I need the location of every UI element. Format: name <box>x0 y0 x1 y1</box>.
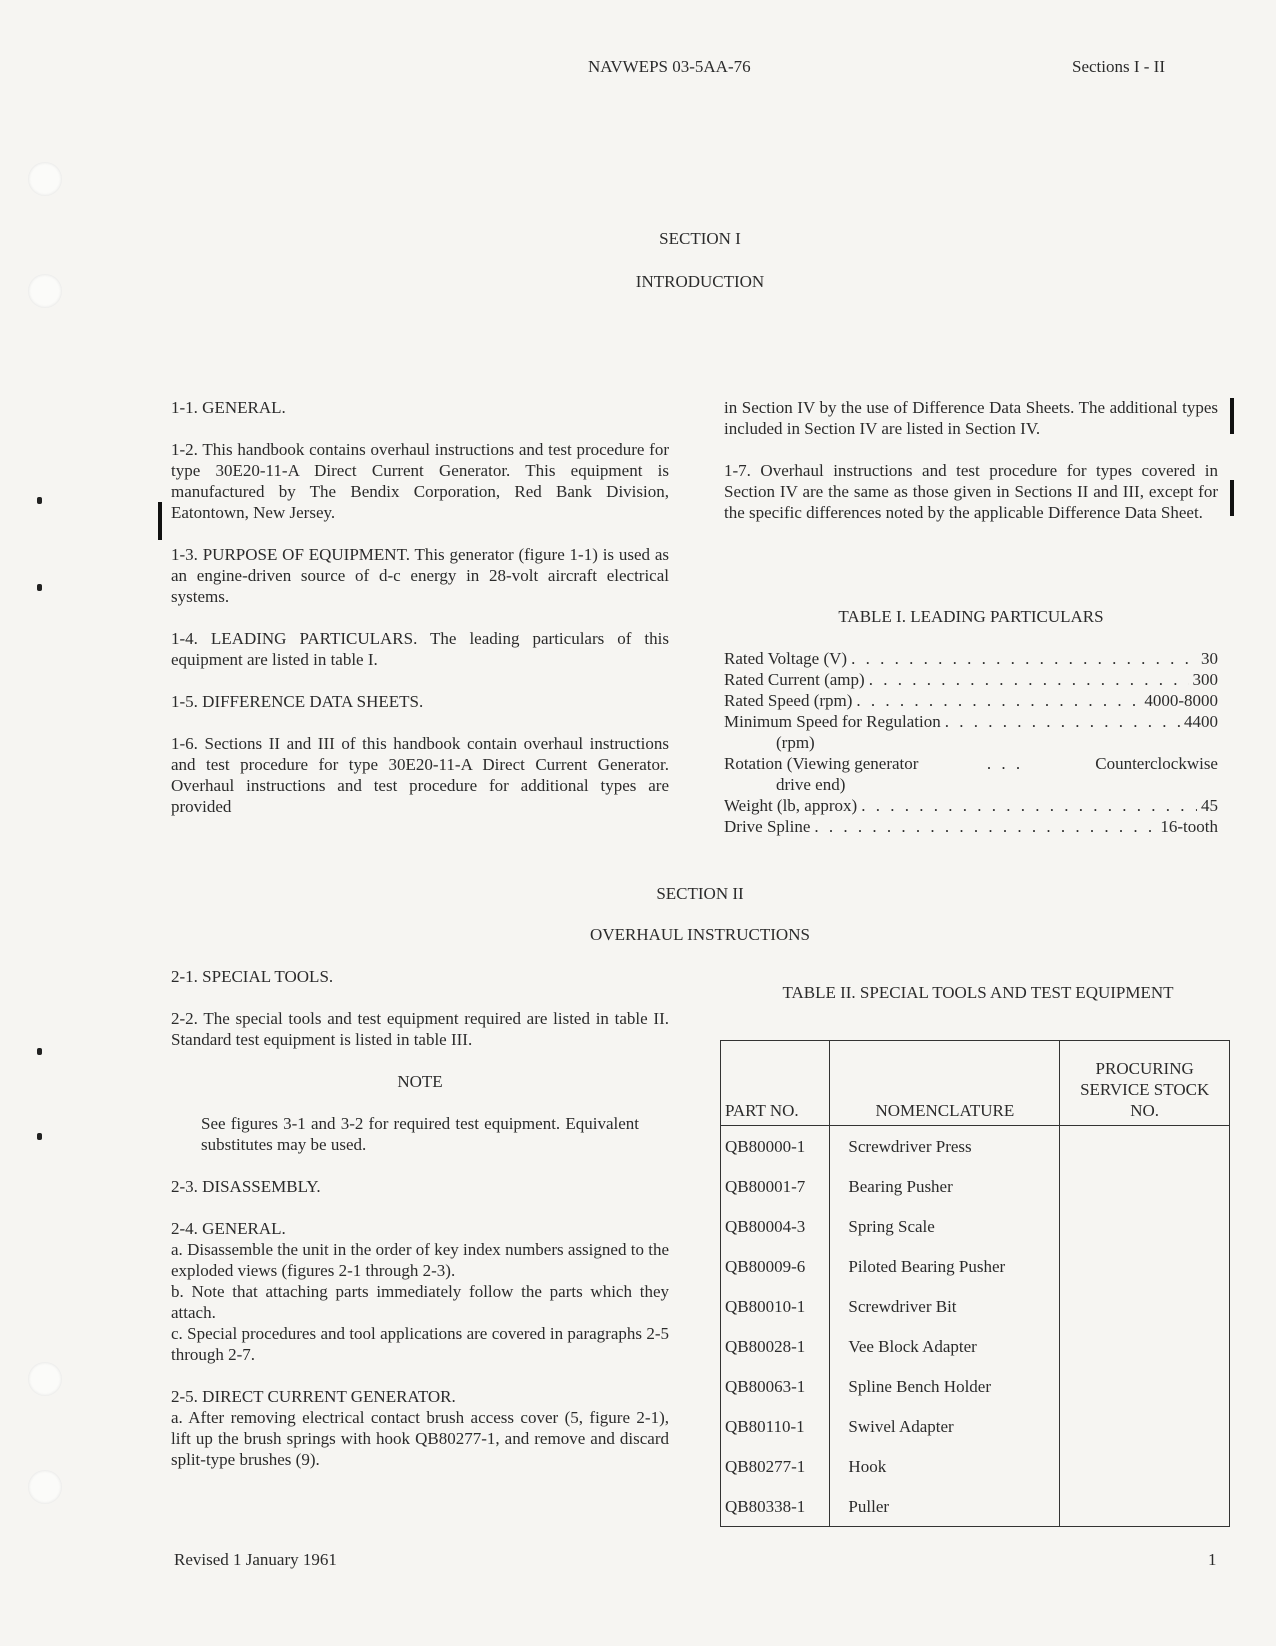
para-2-3: 2-3. DISASSEMBLY. <box>171 1177 321 1196</box>
section-2-subtitle: OVERHAUL INSTRUCTIONS <box>590 925 810 944</box>
change-bar <box>1230 398 1234 434</box>
param-value: 45 <box>1201 796 1218 815</box>
part-no-cell: QB80010-1 <box>721 1286 830 1326</box>
para-1-5: 1-5. DIFFERENCE DATA SHEETS. <box>171 692 424 711</box>
stock-no-cell <box>1060 1326 1230 1366</box>
change-bar <box>1230 480 1234 516</box>
part-no-cell: QB80001-7 <box>721 1166 830 1206</box>
stock-no-cell <box>1060 1126 1230 1167</box>
table-row <box>724 816 1218 837</box>
section-1-right-column <box>724 397 1218 544</box>
param-label: Rated Speed (rpm) <box>724 691 853 710</box>
table-row <box>721 1246 1230 1286</box>
param-label: Rated Voltage (V) <box>724 649 848 668</box>
para-1-4: 1-4. LEADING PARTICULARS. The leading particulars of this equipment are listed in table I. <box>171 629 669 669</box>
table-2-special-tools <box>720 1040 1230 1527</box>
table-row <box>721 1326 1230 1366</box>
stock-no-cell <box>1060 1286 1230 1326</box>
param-label: Rated Current (amp) <box>724 670 865 689</box>
nomenclature-cell: Puller <box>830 1486 1060 1527</box>
table-row <box>721 1366 1230 1406</box>
param-label-continued: (rpm) <box>776 733 815 752</box>
nomenclature-cell: Spring Scale <box>830 1206 1060 1246</box>
para-1-2: 1-2. This handbook contains overhaul instructions and test procedure for type 30E20-11-A Direct Current Generator. This equipment is manufactured by The Bendix Corporation, Red Bank Division, Eatontown, New Jersey. <box>171 440 669 522</box>
nomenclature-cell: Piloted Bearing Pusher <box>830 1246 1060 1286</box>
table-row <box>721 1446 1230 1486</box>
table-row <box>721 1406 1230 1446</box>
revision-date: Revised 1 January 1961 <box>174 1550 337 1569</box>
para-1-6: 1-6. Sections II and III of this handbook contain overhaul instructions and test procedure for type 30E20-11-A Direct Current Generator. Overhaul instructions and test procedure for additional types are provided <box>171 734 669 816</box>
table-row <box>721 1166 1230 1206</box>
param-value: Counterclockwise <box>1095 754 1218 773</box>
para-1-7: 1-7. Overhaul instructions and test procedure for types covered in Section IV are the same as those given in Sections II and III, except for the specific differences noted by the applicable Difference Data Sheet. <box>724 461 1218 522</box>
part-no-cell: QB80338-1 <box>721 1486 830 1527</box>
note-title: NOTE <box>397 1072 443 1091</box>
para-2-4c: c. Special procedures and tool applications are covered in paragraphs 2-5 through 2-7. <box>171 1324 669 1364</box>
page-number: 1 <box>1208 1550 1217 1569</box>
margin-mark <box>37 584 42 591</box>
part-no-cell: QB80063-1 <box>721 1366 830 1406</box>
nomenclature-cell: Spline Bench Holder <box>830 1366 1060 1406</box>
table-header-row <box>721 1041 1230 1126</box>
param-value: 16-tooth <box>1160 817 1218 836</box>
part-no-cell: QB80000-1 <box>721 1126 830 1167</box>
table-row <box>721 1286 1230 1326</box>
binder-hole <box>28 1362 62 1396</box>
param-value: 30 <box>1201 649 1218 668</box>
change-bar <box>158 502 162 540</box>
table-row <box>721 1126 1230 1167</box>
stock-no-cell <box>1060 1486 1230 1527</box>
table-row <box>721 1206 1230 1246</box>
para-1-3: 1-3. PURPOSE OF EQUIPMENT. This generator (figure 1-1) is used as an engine-driven source of d-c energy in 28-volt aircraft electrical systems. <box>171 545 669 606</box>
part-no-cell: QB80028-1 <box>721 1326 830 1366</box>
table-row <box>724 795 1218 816</box>
table-row <box>721 1486 1230 1527</box>
table-row <box>724 753 1218 774</box>
column-header-stock-no: PROCURING SERVICE STOCK NO. <box>1060 1041 1230 1126</box>
para-2-5a: a. After removing electrical contact brush access cover (5, figure 2-1), lift up the brush springs with hook QB80277-1, and remove and discard split-type brushes (9). <box>171 1408 669 1469</box>
column-header-part-no: PART NO. <box>721 1041 830 1126</box>
margin-mark <box>37 497 42 504</box>
stock-no-cell <box>1060 1206 1230 1246</box>
table-row <box>724 648 1218 669</box>
param-label: Weight (lb, approx) <box>724 796 858 815</box>
para-2-4a: a. Disassemble the unit in the order of key index numbers assigned to the exploded views (figures 2-1 through 2-3). <box>171 1240 669 1280</box>
para-2-4b: b. Note that attaching parts immediately follow the parts which they attach. <box>171 1282 669 1322</box>
section-range: Sections I - II <box>1072 57 1166 76</box>
param-value: 4000-8000 <box>1144 691 1218 710</box>
section-2-title: SECTION II <box>656 884 744 903</box>
note-text: See figures 3-1 and 3-2 for required test equipment. Equivalent substitutes may be used. <box>201 1114 639 1154</box>
section-1-left-column <box>171 397 669 838</box>
margin-mark <box>37 1048 42 1055</box>
part-no-cell: QB80004-3 <box>721 1206 830 1246</box>
margin-mark <box>37 1133 42 1140</box>
nomenclature-cell: Vee Block Adapter <box>830 1326 1060 1366</box>
binder-hole <box>28 162 62 196</box>
section-1-title: SECTION I <box>659 229 741 248</box>
part-no-cell: QB80110-1 <box>721 1406 830 1446</box>
table-row <box>724 690 1218 711</box>
section-1-subtitle: INTRODUCTION <box>635 272 765 291</box>
column-header-nomenclature: NOMENCLATURE <box>830 1041 1060 1126</box>
table-1-title: TABLE I. LEADING PARTICULARS <box>838 607 1104 626</box>
table-row <box>724 711 1218 732</box>
stock-no-cell <box>1060 1166 1230 1206</box>
stock-no-cell <box>1060 1446 1230 1486</box>
part-no-cell: QB80277-1 <box>721 1446 830 1486</box>
nomenclature-cell: Hook <box>830 1446 1060 1486</box>
nomenclature-cell: Swivel Adapter <box>830 1406 1060 1446</box>
document-id: NAVWEPS 03-5AA-76 <box>588 57 751 76</box>
param-label-continued: drive end) <box>776 775 846 794</box>
stock-no-cell <box>1060 1246 1230 1286</box>
stock-no-cell <box>1060 1406 1230 1446</box>
para-1-6-continued: in Section IV by the use of Difference Data Sheets. The additional types included in Section IV are listed in Section IV. <box>724 398 1218 438</box>
param-value: 300 <box>1192 670 1218 689</box>
para-2-2: 2-2. The special tools and test equipment required are listed in table II. Standard test equipment is listed in table III. <box>171 1009 669 1049</box>
para-2-5: 2-5. DIRECT CURRENT GENERATOR. <box>171 1387 456 1406</box>
nomenclature-cell: Bearing Pusher <box>830 1166 1060 1206</box>
nomenclature-cell: Screwdriver Press <box>830 1126 1060 1167</box>
param-label: Drive Spline <box>724 817 811 836</box>
para-1-1: 1-1. GENERAL. <box>171 398 286 417</box>
para-2-1: 2-1. SPECIAL TOOLS. <box>171 967 334 986</box>
para-2-4: 2-4. GENERAL. <box>171 1219 286 1238</box>
section-2-left-column <box>171 966 669 1470</box>
binder-hole <box>28 1470 62 1504</box>
table-row <box>724 669 1218 690</box>
table-2-title: TABLE II. SPECIAL TOOLS AND TEST EQUIPMENT <box>782 983 1174 1002</box>
param-value: 4400 <box>1184 712 1218 731</box>
table-1-leading-particulars <box>724 648 1218 837</box>
param-label: Minimum Speed for Regulation <box>724 712 941 731</box>
param-label: Rotation (Viewing generator <box>724 754 919 773</box>
stock-no-cell <box>1060 1366 1230 1406</box>
part-no-cell: QB80009-6 <box>721 1246 830 1286</box>
nomenclature-cell: Screwdriver Bit <box>830 1286 1060 1326</box>
